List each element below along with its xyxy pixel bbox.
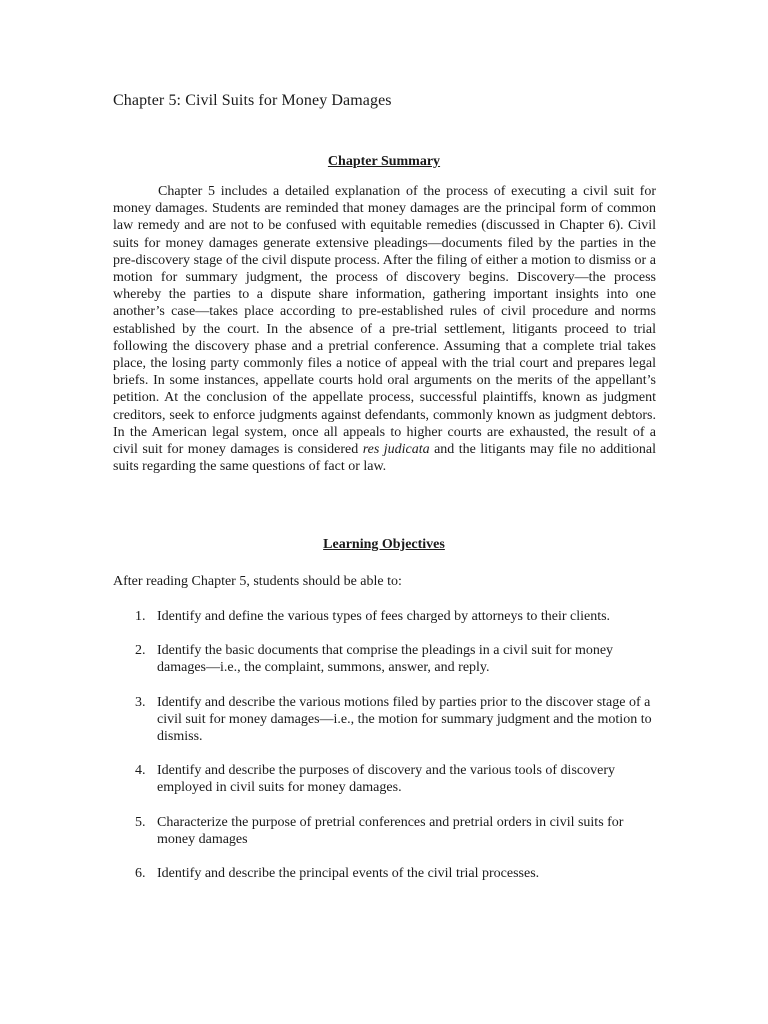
objective-item: [113, 608, 658, 625]
chapter-summary-heading: Chapter Summary: [327, 154, 441, 169]
objective-number: 3.: [135, 694, 146, 710]
objective-text: Identify the basic documents that comprise the pleadings in a civil suit for money damages—i.e., the complaint, summons, answer, and reply.: [157, 643, 614, 676]
objective-number: 1.: [135, 609, 146, 624]
objectives-list: [113, 608, 658, 899]
objective-item: [113, 642, 658, 676]
objective-text: Identify and define the various types of fees charged by attorneys to their clients.: [157, 609, 611, 624]
chapter-title: Chapter 5: Civil Suits for Money Damages: [113, 92, 392, 109]
objective-item: [113, 865, 658, 882]
objective-text: Identify and describe the purposes of discovery and the various tools of discovery employed in civil suits for money damages.: [157, 763, 615, 796]
objectives-intro: After reading Chapter 5, students should be able to:: [113, 574, 402, 589]
objective-number: 5.: [135, 814, 146, 830]
objective-item: [113, 762, 658, 796]
learning-objectives-heading: Learning Objectives: [323, 537, 445, 552]
objective-text: Identify and describe the various motions filed by parties prior to the discover stage of a civil suit for money damages—i.e., the motion for summary judgment and the motion to dismiss.: [157, 694, 652, 745]
summary-italic-term: res judicata: [362, 442, 430, 458]
objective-number: 2.: [135, 643, 146, 659]
chapter-summary-paragraph: [113, 183, 656, 475]
objective-item: [113, 694, 658, 746]
objective-text: Characterize the purpose of pretrial conferences and pretrial orders in civil suits for money damages: [157, 814, 624, 847]
objective-number: 6.: [135, 866, 146, 882]
objective-text: Identify and describe the principal events of the civil trial processes.: [157, 866, 540, 882]
objective-number: 4.: [135, 763, 146, 779]
objective-item: [113, 814, 658, 848]
summary-text-part-2: and the litigants may file no additional suits regarding the same questions of fact or law.: [113, 442, 656, 475]
summary-text-part-1: Chapter 5 includes a detailed explanation of the process of executing a civil suit for money damages. Students are reminded that money damages are the principal form of common law remedy and are not to be confused with equitable remedies (discussed in Chapter 6). Civil suits for money damages generate extensive pleadings—documents filed by the parties in the pre-discovery stage of the civil dispute process. After the filing of either a motion to dismiss or a motion for summary judgment, the process of discovery begins. Discovery—the process whereby the parties to a dispute share information, gathering important insights into one another’s case—takes place according to pre-established rules of civil procedure and norms established by the court. In the absence of a pre-trial settlement, litigants proceed to trial following the discovery phase and a pretrial conference. Assuming that a complete trial takes place, the losing party commonly files a notice of appeal with the trial court and prepares legal briefs. In some instances, appellate courts hold oral arguments on the merits of the appellant’s petition. At the conclusion of the appellate process, successful plaintiffs, known as judgment creditors, seek to enforce judgments against defendants, commonly known as judgment debtors. In the American legal system, once all appeals to higher courts are exhausted, the result of a civil suit for money damages is considered: [113, 184, 656, 458]
